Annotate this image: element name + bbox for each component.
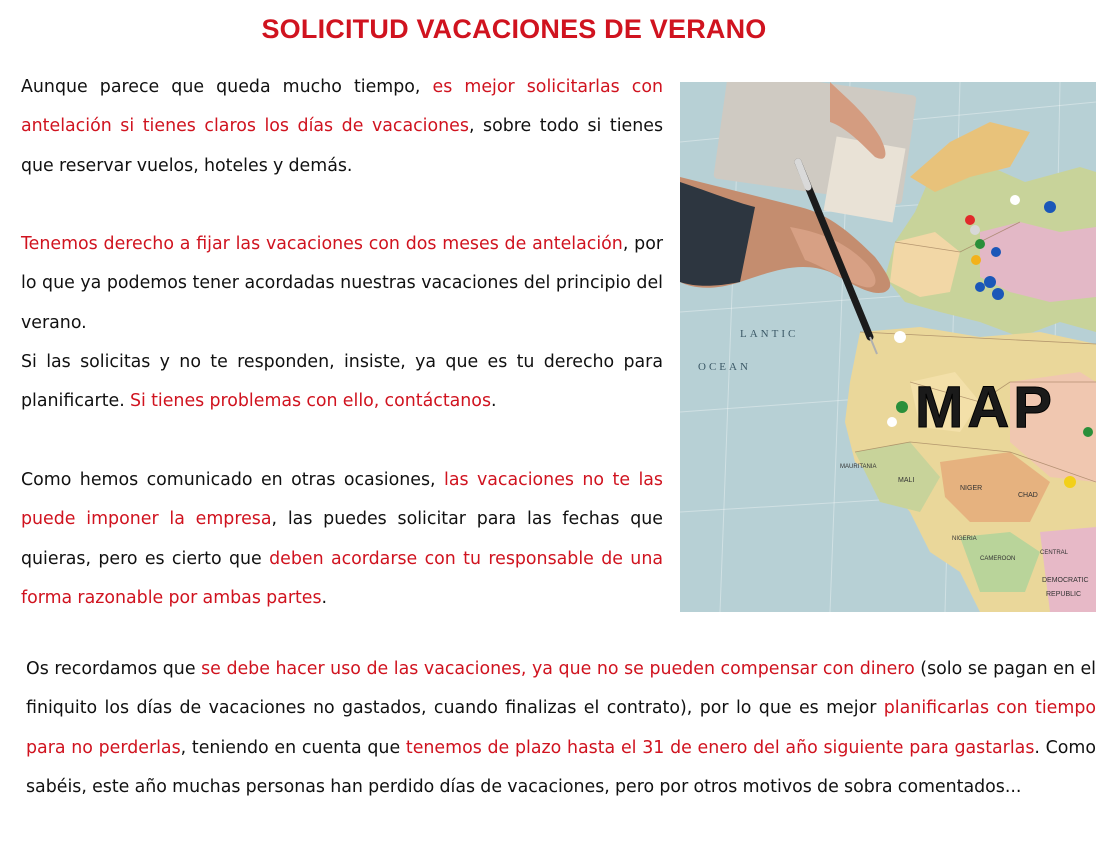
svg-text:CAMEROON: CAMEROON bbox=[980, 556, 1016, 562]
paragraph-advance-request: Aunque parece que queda mucho tiempo, es mejor solicitarlas con antelación si tienes claros los días de vacaciones, sobre todo si tienes que reservar vuelos, hoteles y demás. bbox=[21, 77, 664, 176]
highlight-text: tenemos de plazo hasta el 31 de enero del año siguiente para gastarlas bbox=[405, 737, 1035, 758]
svg-text:NIGERIA: NIGERIA bbox=[952, 536, 977, 542]
highlight-text: Tenemos derecho a fijar las vacaciones con dos meses de antelación bbox=[21, 234, 623, 255]
page-title: SOLICITUD VACACIONES DE VERANO bbox=[261, 14, 767, 44]
paragraph-insist: Si las solicitas y no te responden, insiste, ya que es tu derecho para planificarte. Si tienes problemas con ello, contáctanos. bbox=[21, 352, 663, 412]
svg-text:LANTIC: LANTIC bbox=[740, 328, 799, 340]
svg-text:MALI: MALI bbox=[898, 477, 915, 484]
svg-text:DEMOCRATIC: DEMOCRATIC bbox=[1042, 577, 1089, 584]
svg-text:CHAD: CHAD bbox=[1018, 492, 1038, 499]
left-text-column bbox=[21, 68, 663, 618]
contact-link[interactable]: Si tienes problemas con ello, contáctanos bbox=[129, 391, 492, 412]
highlight-text: se debe hacer uso de las vacaciones, ya que no se pueden compensar con dinero bbox=[201, 659, 915, 679]
svg-text:OCEAN: OCEAN bbox=[698, 361, 751, 373]
svg-text:NIGER: NIGER bbox=[960, 485, 983, 492]
highlight-text: es mejor solicitarlas con antelación si tienes claros los días de vacaciones bbox=[21, 77, 663, 137]
svg-text:CENTRAL: CENTRAL bbox=[1040, 550, 1069, 556]
svg-text:REPUBLIC: REPUBLIC bbox=[1046, 591, 1082, 598]
highlight-text: planificarlas con tiempo para no perderlas bbox=[26, 698, 1096, 758]
svg-text:MAURITANIA: MAURITANIA bbox=[840, 464, 877, 470]
paragraph-two-months-right: Tenemos derecho a fijar las vacaciones con dos meses de antelación, por lo que ya podemos tener acordadas nuestras vacaciones del principio del verano. bbox=[21, 234, 663, 333]
bottom-text-block bbox=[26, 650, 1096, 807]
highlight-text: las vacaciones no te las puede imponer la empresa bbox=[21, 469, 663, 530]
map-photo bbox=[680, 82, 1096, 612]
paragraph-company-cannot-impose: Como hemos comunicado en otras ocasiones, las vacaciones no te las puede imponer la empresa, las puedes solicitar para las fechas que quieras, pero es cierto que deben acordarse con tu responsable de una forma razonable por ambas partes. bbox=[21, 469, 663, 608]
map-letters: MAP bbox=[915, 375, 1056, 440]
highlight-text: deben acordarse con tu responsable de una forma razonable por ambas partes bbox=[21, 548, 663, 608]
paragraph-use-vacations: Os recordamos que se debe hacer uso de las vacaciones, ya que no se pueden compensar con dinero (solo se pagan en el finiquito los días de vacaciones no gastados, cuando finalizas el contrato), por lo que es mejor planificarlas con tiempo para no perderlas, teniendo en cuenta que tenemos de plazo hasta el 31 de enero del año siguiente para gastarlas. Como sabéis, este año muchas personas han perdido días de vacaciones, pero por otros motivos de sobra comentados... bbox=[26, 659, 1097, 797]
